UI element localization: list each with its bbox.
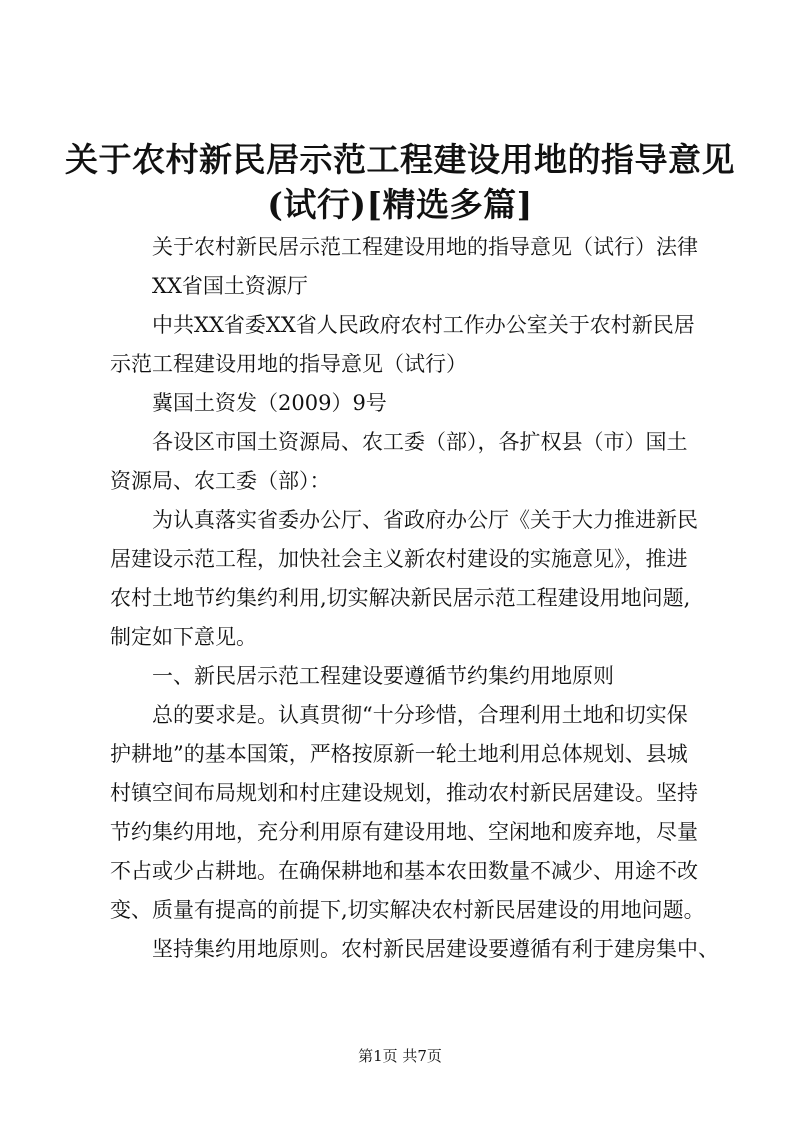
document-body — [110, 228, 719, 969]
document-title-line-2: (试行)[精选多篇] — [267, 185, 533, 224]
body-line: 中共XX省委XX省人民政府农村工作办公室关于农村新民居 — [152, 313, 695, 337]
body-line: 冀国土资发（2009）9号 — [152, 391, 387, 415]
body-line: 居建设示范工程，加快社会主义新农村建设的实施意见》，推进 — [110, 547, 688, 571]
body-line: 农村土地节约集约利用,切实解决新民居示范工程建设用地问题, — [110, 586, 691, 610]
body-line: 变、质量有提高的前提下,切实解决农村新民居建设的用地问题。 — [110, 898, 705, 922]
body-line: 一、新民居示范工程建设要遵循节约集约用地原则 — [152, 664, 614, 688]
body-line: XX省国土资源厅 — [152, 274, 308, 298]
body-line: 护耕地”的基本国策，严格按原新一轮土地利用总体规划、县城 — [110, 742, 688, 766]
body-line: 示范工程建设用地的指导意见（试行） — [110, 352, 467, 376]
body-line: 为认真落实省委办公厅、省政府办公厅《关于大力推进新民 — [152, 508, 698, 532]
body-line: 各设区市国土资源局、农工委（部），各扩权县（市）国土 — [152, 430, 688, 454]
body-line: 坚持集约用地原则。农村新民居建设要遵循有利于建房集中、 — [152, 937, 719, 961]
page-footer: 第1页 共7页 — [358, 1047, 442, 1065]
body-line: 关于农村新民居示范工程建设用地的指导意见（试行）法律 — [152, 235, 698, 259]
body-line: 总的要求是。认真贯彻“十分珍惜，合理利用土地和切实保 — [152, 703, 688, 727]
body-line: 不占或少占耕地。在确保耕地和基本农田数量不减少、用途不改 — [110, 859, 698, 883]
body-lines — [110, 228, 719, 969]
body-line: 节约集约用地，充分利用原有建设用地、空闲地和废弃地，尽量 — [110, 820, 698, 844]
body-line: 村镇空间布局规划和村庄建设规划，推动农村新民居建设。坚持 — [110, 781, 698, 805]
body-line: 资源局、农工委（部）： — [110, 469, 331, 493]
body-line: 制定如下意见。 — [110, 625, 257, 649]
document-title-line-1: 关于农村新民居示范工程建设用地的指导意见 — [65, 140, 735, 179]
